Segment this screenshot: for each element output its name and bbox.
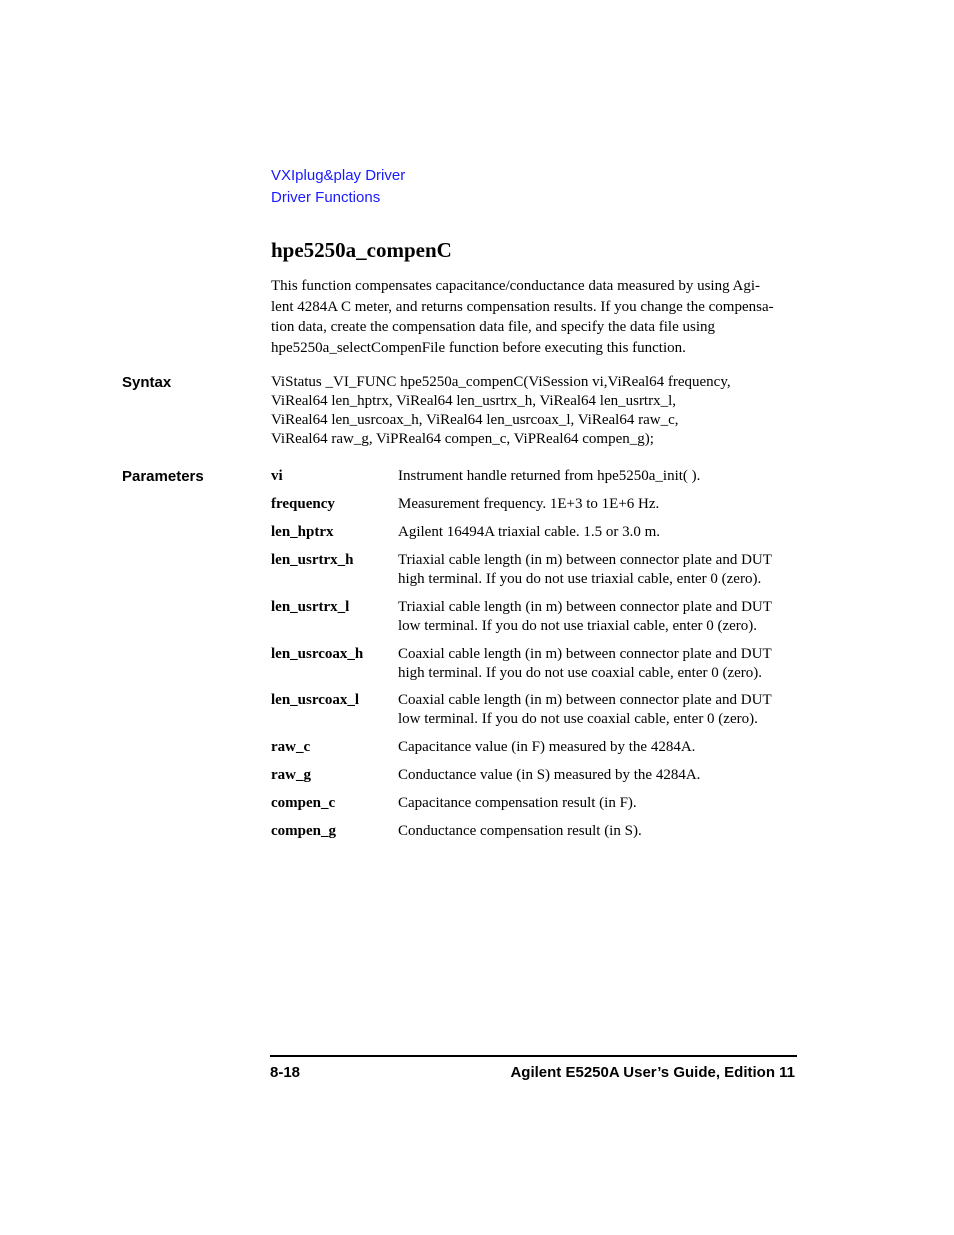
breadcrumb-link-vxiplug-play-driver[interactable]: VXIplug&play Driver [271,167,406,184]
parameter-description [398,467,808,486]
description-line: hpe5250a_selectCompenFile function before executing this function. [271,339,686,356]
footer-divider [270,1055,797,1057]
footer-page-number: 8-18 [270,1064,301,1081]
parameter-description [398,495,808,514]
parameter-description [398,822,808,841]
parameter-description-line: Capacitance compensation result (in F). [398,795,637,811]
description-line: tion data, create the compensation data file, and specify the data file using [271,319,715,335]
page-title: hpe5250a_compenC [271,238,452,262]
parameter-name: vi [271,468,283,484]
parameter-description-line: Instrument handle returned from hpe5250a_init( ). [398,468,701,484]
function-description [271,276,801,358]
parameter-description [398,523,808,542]
parameter-description-line: Agilent 16494A triaxial cable. 1.5 or 3.0 m. [398,524,661,540]
parameter-description [398,598,808,636]
parameter-description-line: Conductance compensation result (in S). [398,823,642,839]
parameter-name: compen_g [271,823,336,839]
parameter-description-line: Capacitance value (in F) measured by the 4284A. [398,739,696,755]
parameter-description [398,738,808,757]
syntax-line: ViReal64 len_hptrx, ViReal64 len_usrtrx_h, ViReal64 len_usrtrx_l, [271,393,677,409]
parameter-name: frequency [271,496,335,512]
syntax-code [271,373,731,449]
breadcrumb-link-driver-functions[interactable]: Driver Functions [271,189,381,206]
parameter-description [398,691,808,729]
parameter-description [398,645,808,683]
syntax-line: ViStatus _VI_FUNC hpe5250a_compenC(ViSession vi,ViReal64 frequency, [271,374,731,390]
parameter-description-line: high terminal. If you do not use coaxial cable, enter 0 (zero). [398,665,763,681]
parameter-name: len_usrtrx_l [271,599,350,615]
parameter-description-line: Coaxial cable length (in m) between connector plate and DUT [398,646,772,662]
description-line: lent 4284A C meter, and returns compensation results. If you change the compensa- [271,298,774,315]
parameter-description-line: Coaxial cable length (in m) between connector plate and DUT [398,692,772,708]
parameter-description-line: Triaxial cable length (in m) between connector plate and DUT [398,599,772,615]
breadcrumb [271,165,405,209]
parameters-label: Parameters [122,468,204,485]
parameter-name: raw_c [271,739,311,755]
parameter-description-line: low terminal. If you do not use triaxial cable, enter 0 (zero). [398,618,758,634]
parameter-description-line: high terminal. If you do not use triaxial cable, enter 0 (zero). [398,571,762,587]
parameter-description-line: low terminal. If you do not use coaxial cable, enter 0 (zero). [398,711,758,727]
syntax-line: ViReal64 len_usrcoax_h, ViReal64 len_usrcoax_l, ViReal64 raw_c, [271,412,679,428]
parameter-name: raw_g [271,767,311,783]
description-line: This function compensates capacitance/conductance data measured by using Agi- [271,278,760,294]
parameter-name: compen_c [271,795,336,811]
parameter-description [398,766,808,785]
parameter-description-line: Conductance value (in S) measured by the 4284A. [398,767,701,783]
parameter-name: len_usrcoax_l [271,692,360,708]
syntax-line: ViReal64 raw_g, ViPReal64 compen_c, ViPReal64 compen_g); [271,431,654,447]
parameter-description [398,551,808,589]
parameter-description-line: Measurement frequency. 1E+3 to 1E+6 Hz. [398,496,660,512]
parameter-name: len_usrtrx_h [271,552,354,568]
syntax-label: Syntax [122,374,172,391]
footer-book-title: Agilent E5250A User’s Guide, Edition 11 [510,1064,795,1081]
parameter-name: len_usrcoax_h [271,646,364,662]
parameter-description-line: Triaxial cable length (in m) between connector plate and DUT [398,552,772,568]
parameter-description [398,794,808,813]
parameter-name: len_hptrx [271,524,334,540]
